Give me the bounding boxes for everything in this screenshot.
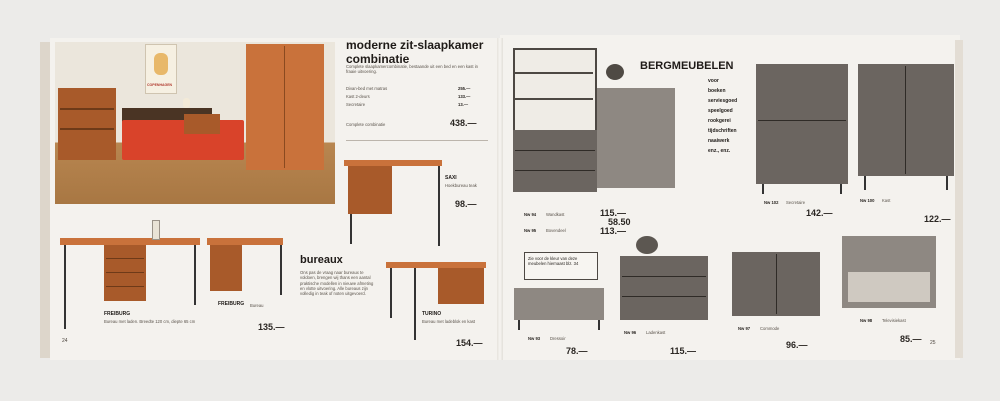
wardrobe-split bbox=[284, 46, 285, 168]
saxi-desc: Hoekbureau teak bbox=[445, 183, 477, 188]
item-code: Nw 102 bbox=[764, 200, 779, 205]
item-price: 142.— bbox=[806, 208, 833, 218]
page-edge-right bbox=[955, 40, 963, 358]
freiburg2-desc: Bureau bbox=[250, 303, 264, 308]
secretaire-line bbox=[758, 120, 846, 121]
item-price: 78.— bbox=[566, 346, 588, 356]
use-item: boeken bbox=[708, 88, 726, 94]
drawer-line bbox=[106, 258, 144, 259]
desk-leg bbox=[194, 245, 196, 305]
cabinet-leg bbox=[598, 320, 600, 330]
left-page-number: 24 bbox=[62, 338, 68, 344]
lamp bbox=[183, 98, 190, 108]
color-note: Zie voor de kleur van deze meubelen hiernaast blz. 34 bbox=[528, 256, 579, 267]
drawer-line bbox=[515, 150, 595, 151]
wall-unit-top bbox=[513, 48, 597, 132]
poster-label: COPENHAGEN bbox=[147, 83, 173, 87]
cabinet-leg bbox=[864, 176, 866, 190]
use-item: serviesgoed bbox=[708, 98, 738, 104]
desk-freiburg2-drawers bbox=[210, 245, 242, 291]
wall-unit-drawers bbox=[513, 130, 597, 192]
desk-leg bbox=[280, 245, 282, 295]
item-code: Nw 98 bbox=[860, 318, 873, 323]
item-price: 115.— bbox=[600, 208, 627, 218]
item-desc: Wandkast bbox=[546, 212, 565, 217]
item-code: Nw 94 bbox=[524, 212, 537, 217]
bookcase-shelf bbox=[60, 108, 114, 110]
spec-price: 133.— bbox=[458, 94, 471, 99]
turino-price: 154.— bbox=[456, 338, 483, 348]
desk-leg bbox=[414, 268, 416, 340]
wall-unit-side bbox=[597, 88, 675, 188]
freiburg1-desc: Bureau met laden. Breedte 120 cm, diepte 65 cm bbox=[104, 319, 196, 324]
drawer-line bbox=[622, 296, 706, 297]
turino-name: TURINO bbox=[422, 311, 442, 317]
use-item: speelgoed bbox=[708, 108, 733, 114]
item-desc: Secretaire bbox=[786, 200, 806, 205]
saxi-price: 98.— bbox=[455, 199, 477, 209]
desk-lamp bbox=[152, 220, 160, 240]
right-heading: BERGMEUBELEN bbox=[640, 60, 734, 72]
item-price: 96.— bbox=[786, 340, 808, 350]
nightstand bbox=[184, 114, 220, 134]
cabinet-leg bbox=[840, 184, 842, 194]
item-price: 122.— bbox=[924, 214, 951, 224]
item-code: Nw 97 bbox=[738, 326, 751, 331]
kast-split bbox=[905, 66, 906, 174]
item-desc: Kast bbox=[882, 198, 891, 203]
item-price: 115.— bbox=[670, 346, 697, 356]
item-desc: Ladenkast bbox=[646, 330, 666, 335]
drawer-line bbox=[515, 170, 595, 171]
vase bbox=[636, 236, 658, 254]
item-code: Nw 100 bbox=[860, 198, 875, 203]
saxi-name: SAXI bbox=[445, 175, 457, 181]
plant bbox=[606, 64, 624, 80]
cabinet-leg bbox=[762, 184, 764, 194]
drawer-line bbox=[622, 276, 706, 277]
item-desc: Televisiekast bbox=[882, 318, 906, 323]
freiburg1-name: FREIBURG bbox=[104, 311, 131, 317]
drawer-line bbox=[106, 286, 144, 287]
item-code: Nw 93 bbox=[528, 336, 541, 341]
item-desc: Commode bbox=[760, 326, 780, 331]
turino-desc: Bureau met ladeblok en kast bbox=[422, 319, 476, 324]
desk-saxi-cabinet bbox=[348, 166, 392, 214]
use-item: enz., enz. bbox=[708, 148, 731, 154]
freiburg2-price: 135.— bbox=[258, 322, 285, 332]
page-edge-left bbox=[40, 42, 50, 358]
spec-line: Divan-bed met matras bbox=[346, 86, 388, 91]
ladenkast bbox=[620, 256, 708, 320]
item-code: Nw 96 bbox=[624, 330, 637, 335]
use-item: naaiwerk bbox=[708, 138, 730, 144]
use-item: rookgerei bbox=[708, 118, 731, 124]
desk-freiburg-drawers bbox=[104, 245, 146, 301]
divider bbox=[346, 140, 488, 141]
desk-leg bbox=[438, 166, 440, 246]
kast bbox=[858, 64, 954, 176]
spec-price: 255.— bbox=[458, 86, 471, 91]
bookcase bbox=[58, 88, 116, 160]
desk-freiburg2-top bbox=[207, 238, 283, 245]
secretaire bbox=[756, 64, 848, 184]
gutter bbox=[497, 38, 503, 360]
use-item: tijdschriften bbox=[708, 128, 737, 134]
item-price: 113.— bbox=[600, 226, 627, 236]
freiburg2-name: FREIBURG bbox=[218, 301, 245, 307]
drawer-line bbox=[106, 272, 144, 273]
desk-leg bbox=[64, 245, 66, 329]
spec-price: 13.— bbox=[458, 102, 469, 107]
bookcase-shelf bbox=[60, 128, 114, 130]
desk-turino-cabinet bbox=[438, 268, 484, 304]
item-desc: Dressoir bbox=[550, 336, 566, 341]
poster bbox=[145, 44, 177, 94]
left-intro: Complete slaapkamercombinatie, bestaande uit een bed en een kast in fraaie uitvoering. bbox=[346, 64, 478, 75]
cabinet-leg bbox=[946, 176, 948, 190]
shelf bbox=[515, 98, 593, 100]
item-desc: Bovendeel bbox=[546, 228, 566, 233]
tv-kast-inner bbox=[848, 272, 930, 302]
bureaux-text: Ons pas de vraag naar bureaux te voldoen, brengen wij thans een aantal praktische modellen in nieuwe afmeting en vlotte uitvoering. Alle bureaus zijn volledig in teak of noten uitgevoerd. bbox=[300, 270, 374, 296]
color-note-box bbox=[524, 252, 598, 280]
spec-line: Complete combinatie bbox=[346, 122, 386, 127]
commode-split bbox=[776, 254, 777, 314]
spec-line: Kast 2-deurs bbox=[346, 94, 370, 99]
spec-total-price: 438.— bbox=[450, 118, 477, 128]
spec-line: Secretaire bbox=[346, 102, 366, 107]
bureaux-heading: bureaux bbox=[300, 254, 343, 266]
item-code: Nw 95 bbox=[524, 228, 537, 233]
wardrobe bbox=[246, 44, 324, 170]
item-price: 85.— bbox=[900, 334, 922, 344]
shelf bbox=[515, 72, 593, 74]
right-page-number: 25 bbox=[930, 340, 936, 346]
poster-art bbox=[154, 53, 168, 75]
desk-leg bbox=[390, 268, 392, 318]
cabinet-leg bbox=[518, 320, 520, 330]
use-item: voor bbox=[708, 78, 719, 84]
item-price-alt: 58.50 bbox=[608, 217, 631, 227]
desk-leg bbox=[350, 214, 352, 244]
desk-freiburg-top bbox=[60, 238, 200, 245]
left-heading: moderne zit-slaapkamer combinatie bbox=[346, 38, 484, 66]
dressoir bbox=[514, 288, 604, 320]
bed bbox=[122, 120, 244, 160]
